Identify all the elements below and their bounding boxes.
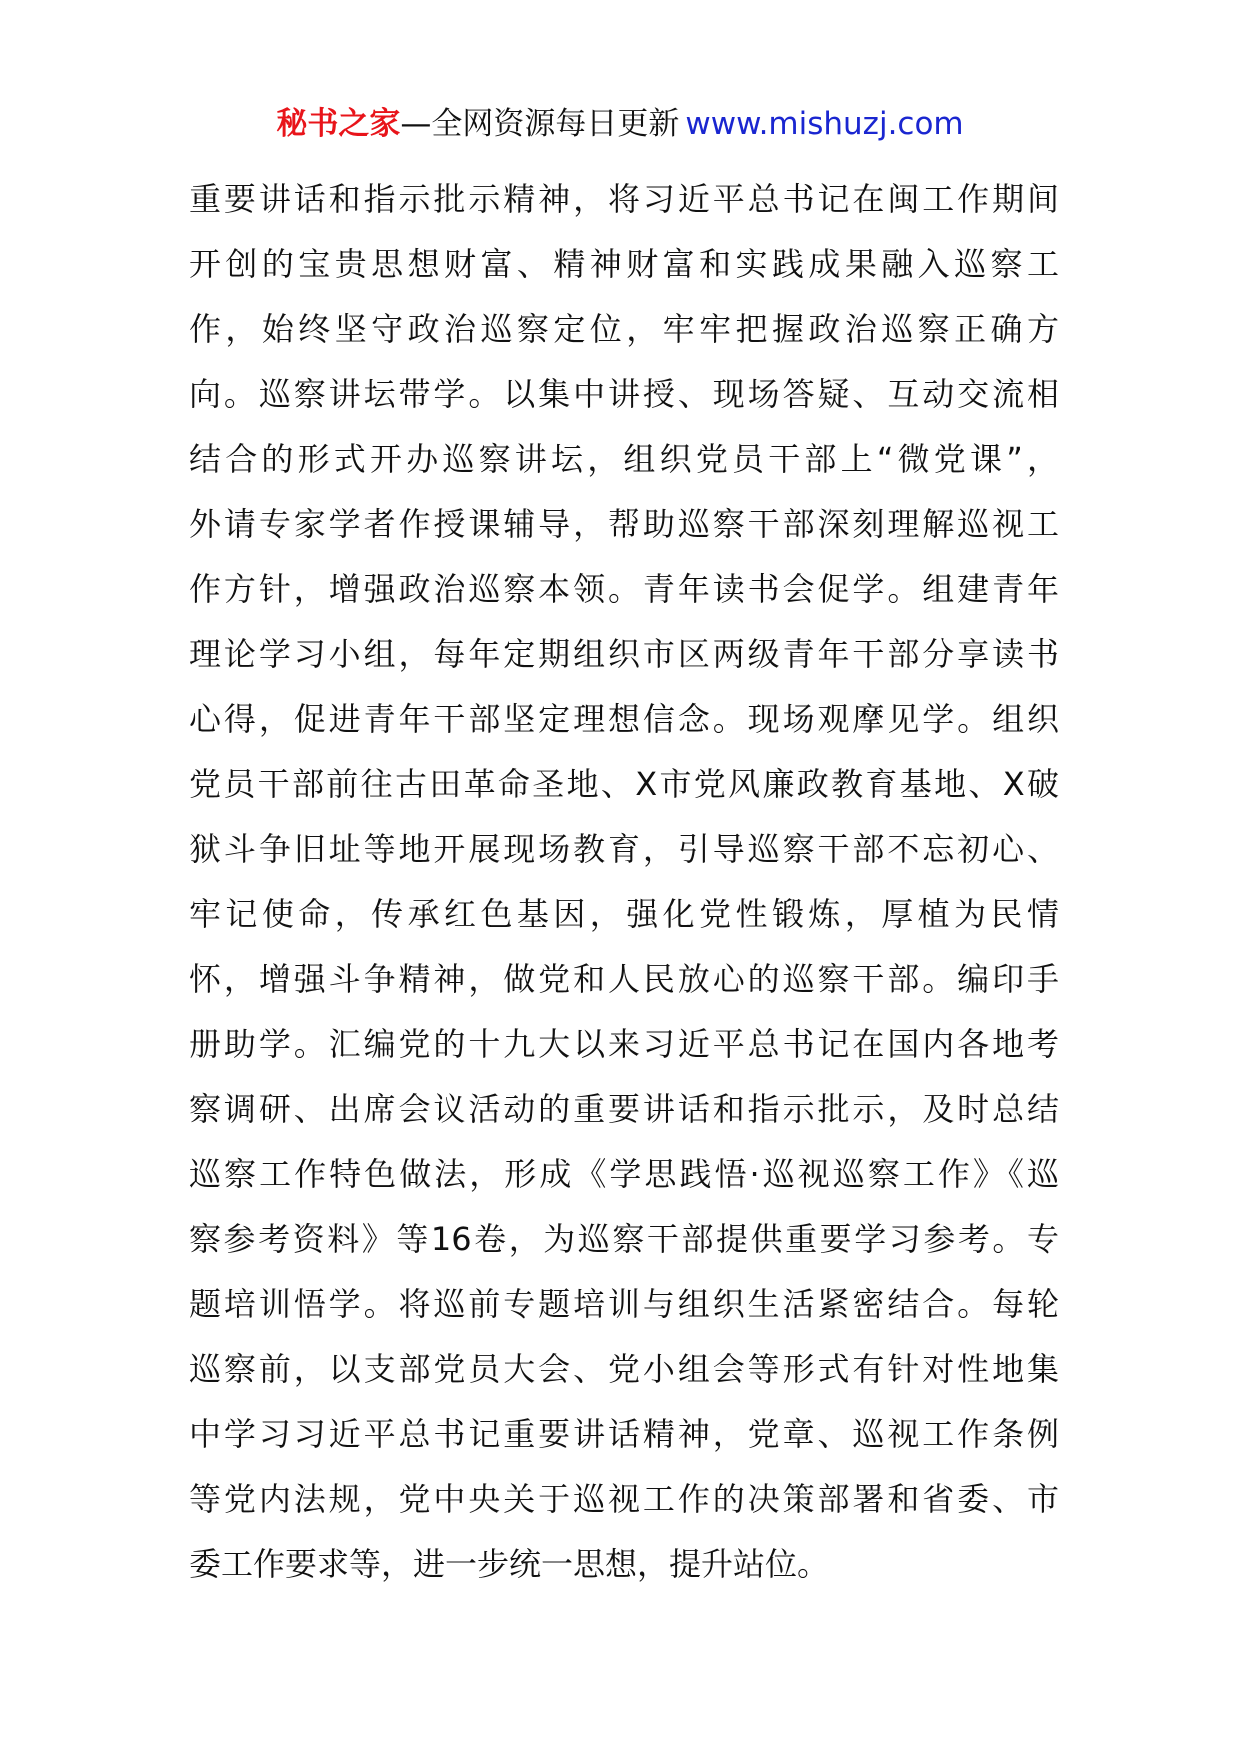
body-line: 狱斗争旧址等地开展现场教育，引导巡察干部不忘初心、: [189, 830, 1059, 868]
body-line: 察参考资料》等16卷，为巡察干部提供重要学习参考。专: [189, 1220, 1059, 1258]
body-line: 中学习习近平总书记重要讲话精神，党章、巡视工作条例: [189, 1415, 1059, 1453]
body-line: 怀，增强斗争精神，做党和人民放心的巡察干部。编印手: [189, 960, 1059, 998]
brand-name: 秘书之家: [276, 106, 401, 142]
body-line: 结合的形式开办巡察讲坛，组织党员干部上“微党课”，: [189, 440, 1059, 478]
body-line: 委工作要求等，进一步统一思想，提升站位。: [189, 1545, 830, 1583]
body-line: 等党内法规，党中央关于巡视工作的决策部署和省委、市: [189, 1480, 1059, 1518]
body-line: 巡察前，以支部党员大会、党小组会等形式有针对性地集: [189, 1350, 1059, 1388]
body-line: 理论学习小组，每年定期组织市区两级青年干部分享读书: [189, 635, 1059, 673]
body-line: 牢记使命，传承红色基因，强化党性锻炼，厚植为民情: [189, 895, 1059, 933]
body-line: 心得，促进青年干部坚定理想信念。现场观摩见学。组织: [189, 700, 1059, 738]
body-line: 外请专家学者作授课辅导，帮助巡察干部深刻理解巡视工: [189, 505, 1059, 543]
document-body: [189, 167, 1059, 1597]
body-line: 开创的宝贵思想财富、精神财富和实践成果融入巡察工: [189, 245, 1059, 283]
site-url-link[interactable]: www.mishuzj.com: [685, 106, 964, 142]
body-line: 向。巡察讲坛带学。以集中讲授、现场答疑、互动交流相: [189, 375, 1059, 413]
body-line: 党员干部前往古田革命圣地、X市党风廉政教育基地、X破: [189, 765, 1059, 803]
body-line: 作方针，增强政治巡察本领。青年读书会促学。组建青年: [189, 570, 1059, 608]
body-line: 察调研、出席会议活动的重要讲话和指示批示，及时总结: [189, 1090, 1059, 1128]
body-line: 重要讲话和指示批示精神，将习近平总书记在闽工作期间: [189, 180, 1059, 218]
body-line: 册助学。汇编党的十九大以来习近平总书记在国内各地考: [189, 1025, 1059, 1063]
page-header: [0, 104, 1240, 144]
header-tagline: —全网资源每日更新: [400, 106, 680, 142]
body-line: 巡察工作特色做法，形成《学思践悟·巡视巡察工作》《巡: [189, 1155, 1059, 1193]
body-line: 题培训悟学。将巡前专题培训与组织生活紧密结合。每轮: [189, 1285, 1059, 1323]
body-line: 作，始终坚守政治巡察定位，牢牢把握政治巡察正确方: [189, 310, 1059, 348]
